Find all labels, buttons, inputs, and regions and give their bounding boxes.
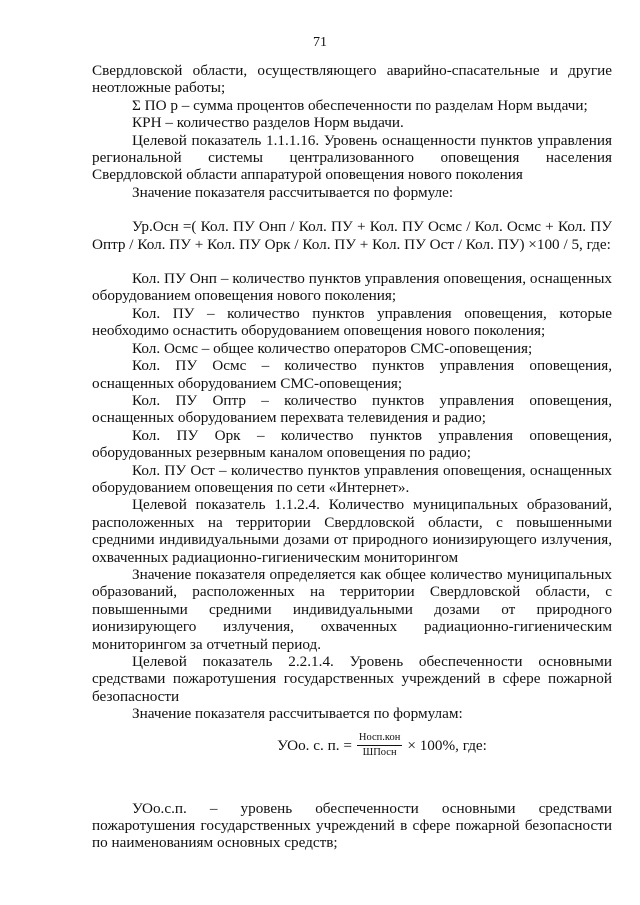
spacer: [92, 786, 612, 800]
paragraph: Кол. ПУ Оптр – количество пунктов управления оповещения, оснащенных оборудованием перехвата телевидения и радио;: [92, 391, 612, 427]
paragraph: Кол. ПУ Осмс – количество пунктов управления оповещения, оснащенных оборудованием СМС-оповещения;: [92, 357, 612, 392]
paragraph: Свердловской области, осуществляющего аварийно-спасательные и другие неотложные работы;: [92, 62, 612, 97]
spacer: [92, 201, 612, 218]
document-body: [92, 62, 612, 852]
fraction: [357, 732, 402, 759]
paragraph: Целевой показатель 2.2.1.4. Уровень обеспеченности основными средствами пожаротушения государственных учреждений в сфере пожарной безопасности: [92, 653, 612, 705]
paragraph: КРН – количество разделов Норм выдачи.: [132, 114, 404, 132]
page-number: 71: [313, 35, 327, 50]
formula-fraction: [152, 723, 612, 769]
spacer: [92, 253, 612, 270]
paragraph: Значение показателя рассчитывается по формулам:: [132, 705, 463, 723]
formula-lhs: УОо. с. п. =: [277, 736, 352, 754]
spacer: [92, 769, 612, 786]
paragraph: Σ ПО р – сумма процентов обеспеченности по разделам Норм выдачи;: [132, 96, 588, 114]
paragraph: Целевой показатель 1.1.1.16. Уровень оснащенности пунктов управления региональной системы централизованного оповещения населения Свердловской области аппаратурой оповещения нового поколения: [92, 131, 612, 184]
fraction-numerator: Носп.кон: [357, 732, 402, 746]
paragraph: Кол. Осмс – общее количество операторов СМС-оповещения;: [132, 339, 533, 357]
formula-rhs: × 100%, где:: [407, 736, 487, 754]
paragraph: Кол. ПУ – количество пунктов управления оповещения, которые необходимо оснастить оборудованием оповещения нового поколения;: [92, 304, 612, 340]
paragraph: Целевой показатель 1.1.2.4. Количество муниципальных образований, расположенных на территории Свердловской области, с повышенными средними индивидуальными дозами от природного ионизирующего излучения, охваченных радиационно-гигиеническим мониторингом: [92, 496, 612, 566]
paragraph: Кол. ПУ Онп – количество пунктов управления оповещения, оснащенных оборудованием оповещения нового поколения;: [92, 270, 612, 305]
paragraph: Кол. ПУ Орк – количество пунктов управления оповещения, оборудованных резервным каналом оповещения по радио;: [92, 426, 612, 462]
fraction-denominator: ШПосн: [362, 747, 397, 759]
paragraph: Кол. ПУ Ост – количество пунктов управления оповещения, оснащенных оборудованием оповещения по сети «Интернет».: [92, 461, 612, 496]
formula-text: Ур.Осн =( Кол. ПУ Онп / Кол. ПУ + Кол. ПУ Осмс / Кол. Осмс + Кол. ПУ Оптр / Кол. ПУ + Кол. ПУ Орк / Кол. ПУ + Кол. ПУ Ост / Кол. ПУ) ×100 / 5, где:: [92, 218, 612, 253]
paragraph: Значение показателя рассчитывается по формуле:: [132, 183, 454, 201]
paragraph: Значение показателя определяется как общее количество муниципальных образований, расположенных на территории Свердловской области, с повышенными средними индивидуальными дозами от природного ионизирующего излучения, охваченных радиационно-гигиеническим мониторингом за отчетный период.: [92, 565, 612, 653]
paragraph: УОо.с.п. – уровень обеспеченности основными средствами пожаротушения государственных учреждений в сфере пожарной безопасности по наименованиям основных средств;: [92, 799, 612, 852]
